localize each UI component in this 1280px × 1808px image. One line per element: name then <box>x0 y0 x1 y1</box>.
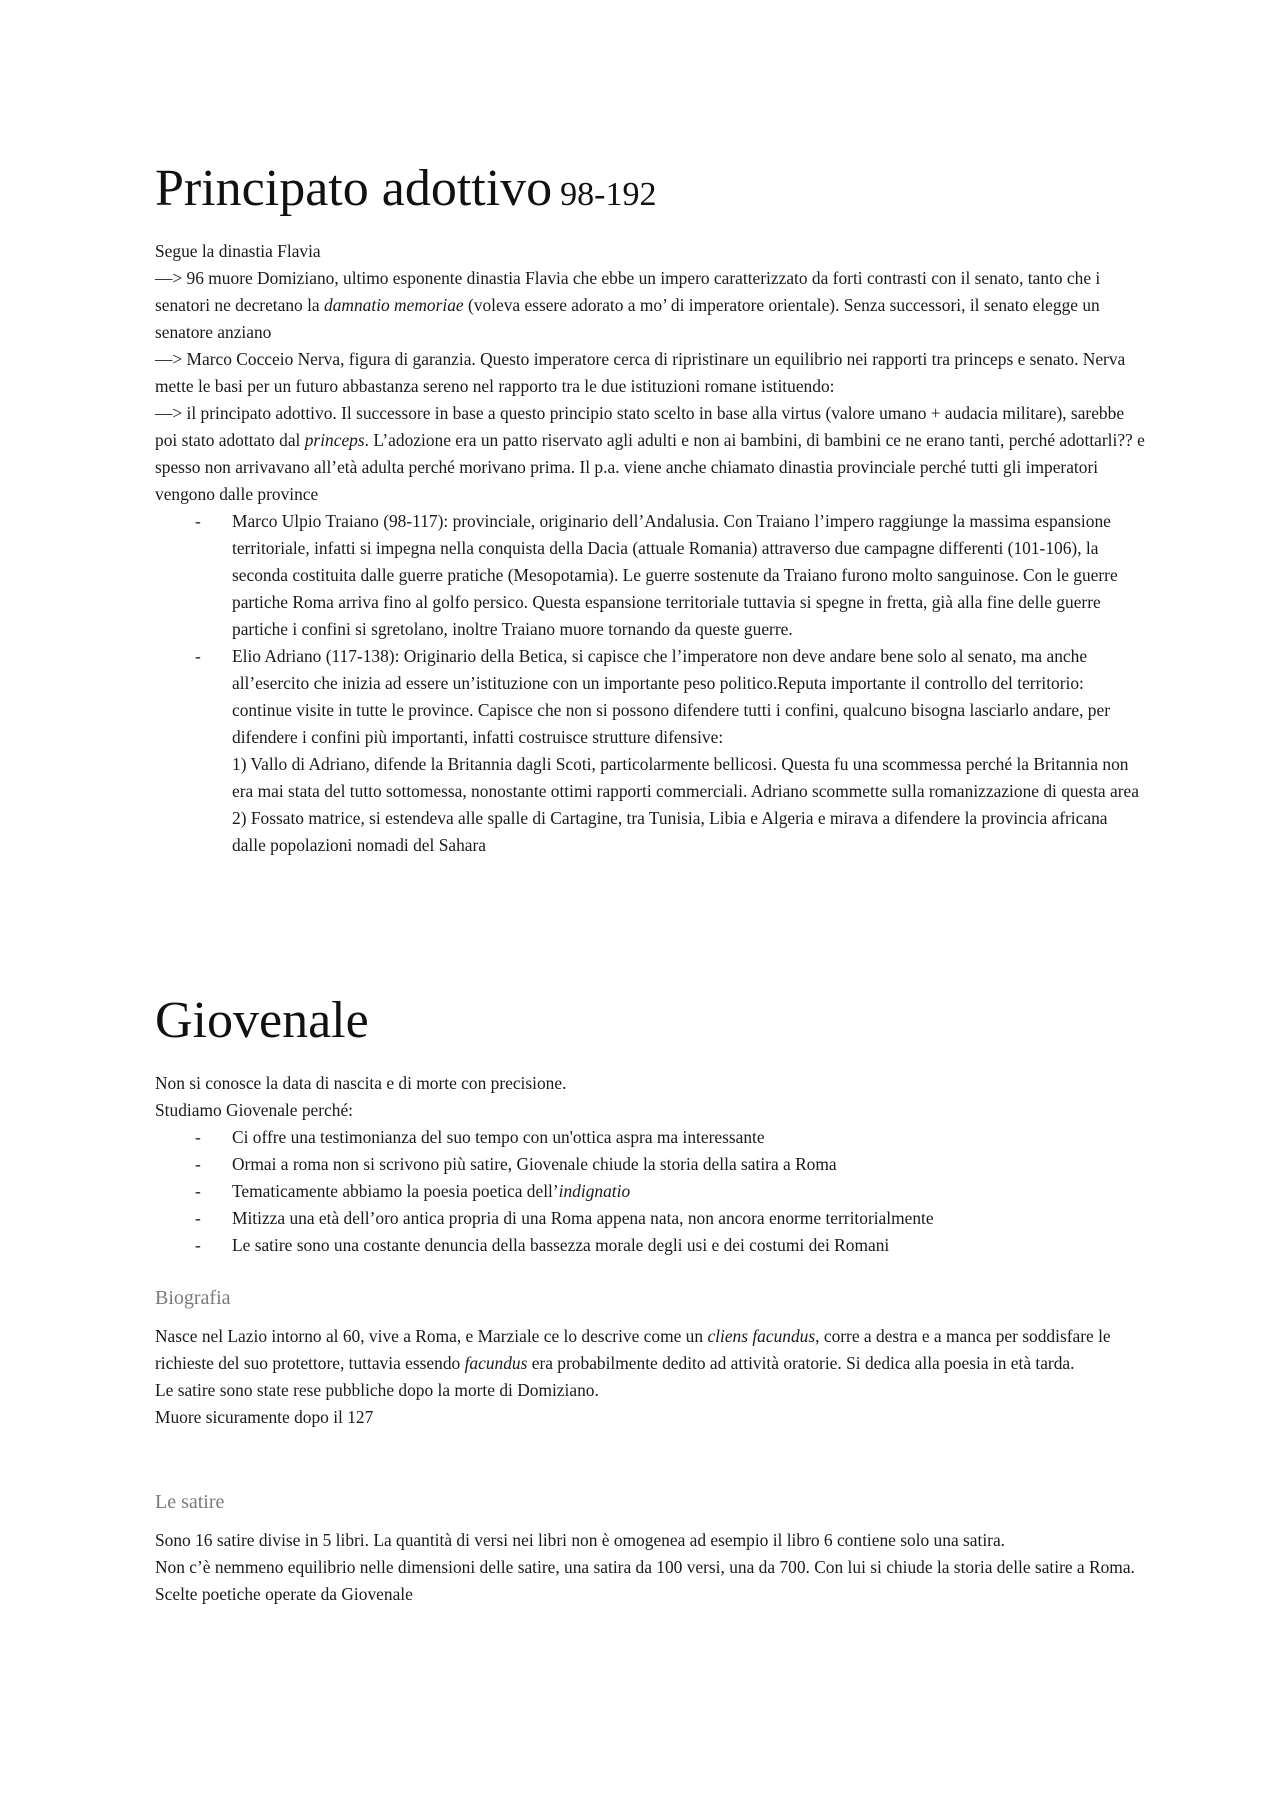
title-text: Principato adottivo <box>155 160 553 217</box>
list-item <box>155 1232 1145 1259</box>
text-span: . L’adozione era un patto riservato agli adulti e non ai bambini, di bambini ce ne erano tanti, perché adottarli?? e spesso non arrivavano all’età adulta perché morivano prima. Il p.a. viene anche chiamato dinastia provinciale perché tutti gli imperatori vengono dalle province <box>155 430 1145 504</box>
paragraph <box>155 265 1145 346</box>
list-subitem: 1) Vallo di Adriano, difende la Britannia dagli Scoti, particolarmente bellicosi. Questa fu una scommessa perché la Britannia non era mai stata del tutto sottomessa, nonostante ottimi rapporti commerciali. Adriano scommette sulla romanizzazione di questa area <box>232 754 1139 801</box>
italic-term: damnatio memoriae <box>324 295 464 315</box>
list-item-text: Marco Ulpio Traiano (98-117): provinciale, originario dell’Andalusia. Con Traiano l’impero raggiunge la massima espansione territoriale, infatti si impegna nella conquista della Dacia (attuale Romania) attraverso due campagne differenti (101-106), la seconda costituita dalle guerre pratiche (Mesopotamia). Le guerre sostenute da Traiano furono molto sanguinose. Con le guerre partiche Roma arriva fino al golfo persico. Questa espansione territoriale tuttavia si spegne in fretta, già alla fine delle guerre partiche i confini si sgretolano, inoltre Traiano muore tornando da queste guerre. <box>232 511 1118 639</box>
list-item-text: Mitizza una età dell’oro antica propria di una Roma appena nata, non ancora enorme territorialmente <box>232 1208 934 1228</box>
text-span: Nasce nel Lazio intorno al 60, vive a Roma, e Marziale ce lo descrive come un <box>155 1326 704 1346</box>
list-item-text: Tematicamente abbiamo la poesia poetica dell’ <box>232 1181 559 1201</box>
bullet-dash: - <box>195 646 201 666</box>
bullet-dash: - <box>195 511 201 531</box>
list-item-text: Elio Adriano (117-138): Originario della Betica, si capisce che l’imperatore non deve andare bene solo al senato, ma anche all’esercito che inizia ad essere un’istituzione con un importante peso politico.Reputa importante il controllo del territorio: continue visite in tutte le province. Capisce che non si possono difendere tutti i confini, qualcuno bisogna lasciarlo andare, per difendere i confini più importanti, infatti costruisce strutture difensive: <box>232 646 1110 747</box>
list-item <box>155 1151 1145 1178</box>
italic-term: princeps <box>304 430 365 450</box>
bullet-dash: - <box>195 1235 201 1255</box>
italic-term: indignatio <box>558 1181 631 1201</box>
section-biografia-body <box>155 1323 1145 1431</box>
paragraph: Studiamo Giovenale perché: <box>155 1100 353 1120</box>
list-item <box>155 1178 1145 1205</box>
text-span: (voleva essere adorato a mo’ di imperatore orientale). Senza successori, il senato elegge un senatore anziano <box>155 295 1100 342</box>
paragraph: Le satire sono state rese pubbliche dopo la morte di Domiziano. <box>155 1380 599 1400</box>
paragraph: —> Marco Cocceio Nerva, figura di garanzia. Questo imperatore cerca di ripristinare un equilibrio nei rapporti tra princeps e senato. Nerva mette le basi per un futuro abbastanza sereno nel rapporto tra le due istituzioni romane istituendo: <box>155 349 1126 396</box>
text-span: era probabilmente dedito ad attività oratorie. Si dedica alla poesia in età tarda. <box>531 1353 1075 1373</box>
italic-term: cliens facundus <box>707 1326 816 1346</box>
paragraph: Segue la dinastia Flavia <box>155 241 321 261</box>
subheading-biografia: Biografia <box>155 1287 231 1309</box>
paragraph: Non c’è nemmeno equilibrio nelle dimensioni delle satire, una satira da 100 versi, una da 700. Con lui si chiude la storia delle satire a Roma. <box>155 1557 1135 1577</box>
paragraph <box>155 1323 1145 1377</box>
bullet-dash: - <box>195 1181 201 1201</box>
paragraph <box>155 400 1145 508</box>
section-giovenale-intro <box>155 1070 1145 1259</box>
paragraph: Scelte poetiche operate da Giovenale <box>155 1584 413 1604</box>
section-satire-body <box>155 1527 1145 1608</box>
title-years: 98-192 <box>560 176 657 213</box>
list-item <box>155 643 1145 859</box>
list-item-text: Le satire sono una costante denuncia della bassezza morale degli usi e dei costumi dei Romani <box>232 1235 890 1255</box>
text-span: , corre a destra e a manca per soddisfare le richieste del suo protettore, tuttavia essendo <box>155 1326 1111 1373</box>
section-principato-body <box>155 238 1145 859</box>
text-span: —> il principato adottivo. Il successore in base a questo principio stato scelto in base alla virtus (valore umano + audacia militare), sarebbe poi stato adottato dal <box>155 403 1125 450</box>
title-text: Giovenale <box>155 992 369 1049</box>
italic-term: facundus <box>464 1353 528 1373</box>
list-item <box>155 1205 1145 1232</box>
section-title-giovenale <box>155 992 369 1049</box>
list-item <box>155 508 1145 643</box>
list-item-text: Ormai a roma non si scrivono più satire, Giovenale chiude la storia della satira a Roma <box>232 1154 837 1174</box>
bullet-dash: - <box>195 1127 201 1147</box>
list-item-text: Ci offre una testimonianza del suo tempo con un'ottica aspra ma interessante <box>232 1127 765 1147</box>
list-item <box>155 1124 1145 1151</box>
section-title-principato <box>155 160 657 217</box>
emperors-list <box>155 508 1145 859</box>
bullet-dash: - <box>195 1208 201 1228</box>
subheading-le-satire: Le satire <box>155 1491 225 1513</box>
list-subitem: 2) Fossato matrice, si estendeva alle spalle di Cartagine, tra Tunisia, Libia e Algeria e mirava a difendere la provincia africana dalle popolazioni nomadi del Sahara <box>232 808 1108 855</box>
paragraph: Sono 16 satire divise in 5 libri. La quantità di versi nei libri non è omogenea ad esempio il libro 6 contiene solo una satira. <box>155 1530 1006 1550</box>
reasons-list <box>155 1124 1145 1259</box>
text-span: —> 96 muore Domiziano, ultimo esponente dinastia Flavia che ebbe un impero caratterizzato da forti contrasti con il senato, tanto che i senatori ne decretano la <box>155 268 1101 315</box>
bullet-dash: - <box>195 1154 201 1174</box>
paragraph: Muore sicuramente dopo il 127 <box>155 1407 374 1427</box>
paragraph: Non si conosce la data di nascita e di morte con precisione. <box>155 1073 567 1093</box>
